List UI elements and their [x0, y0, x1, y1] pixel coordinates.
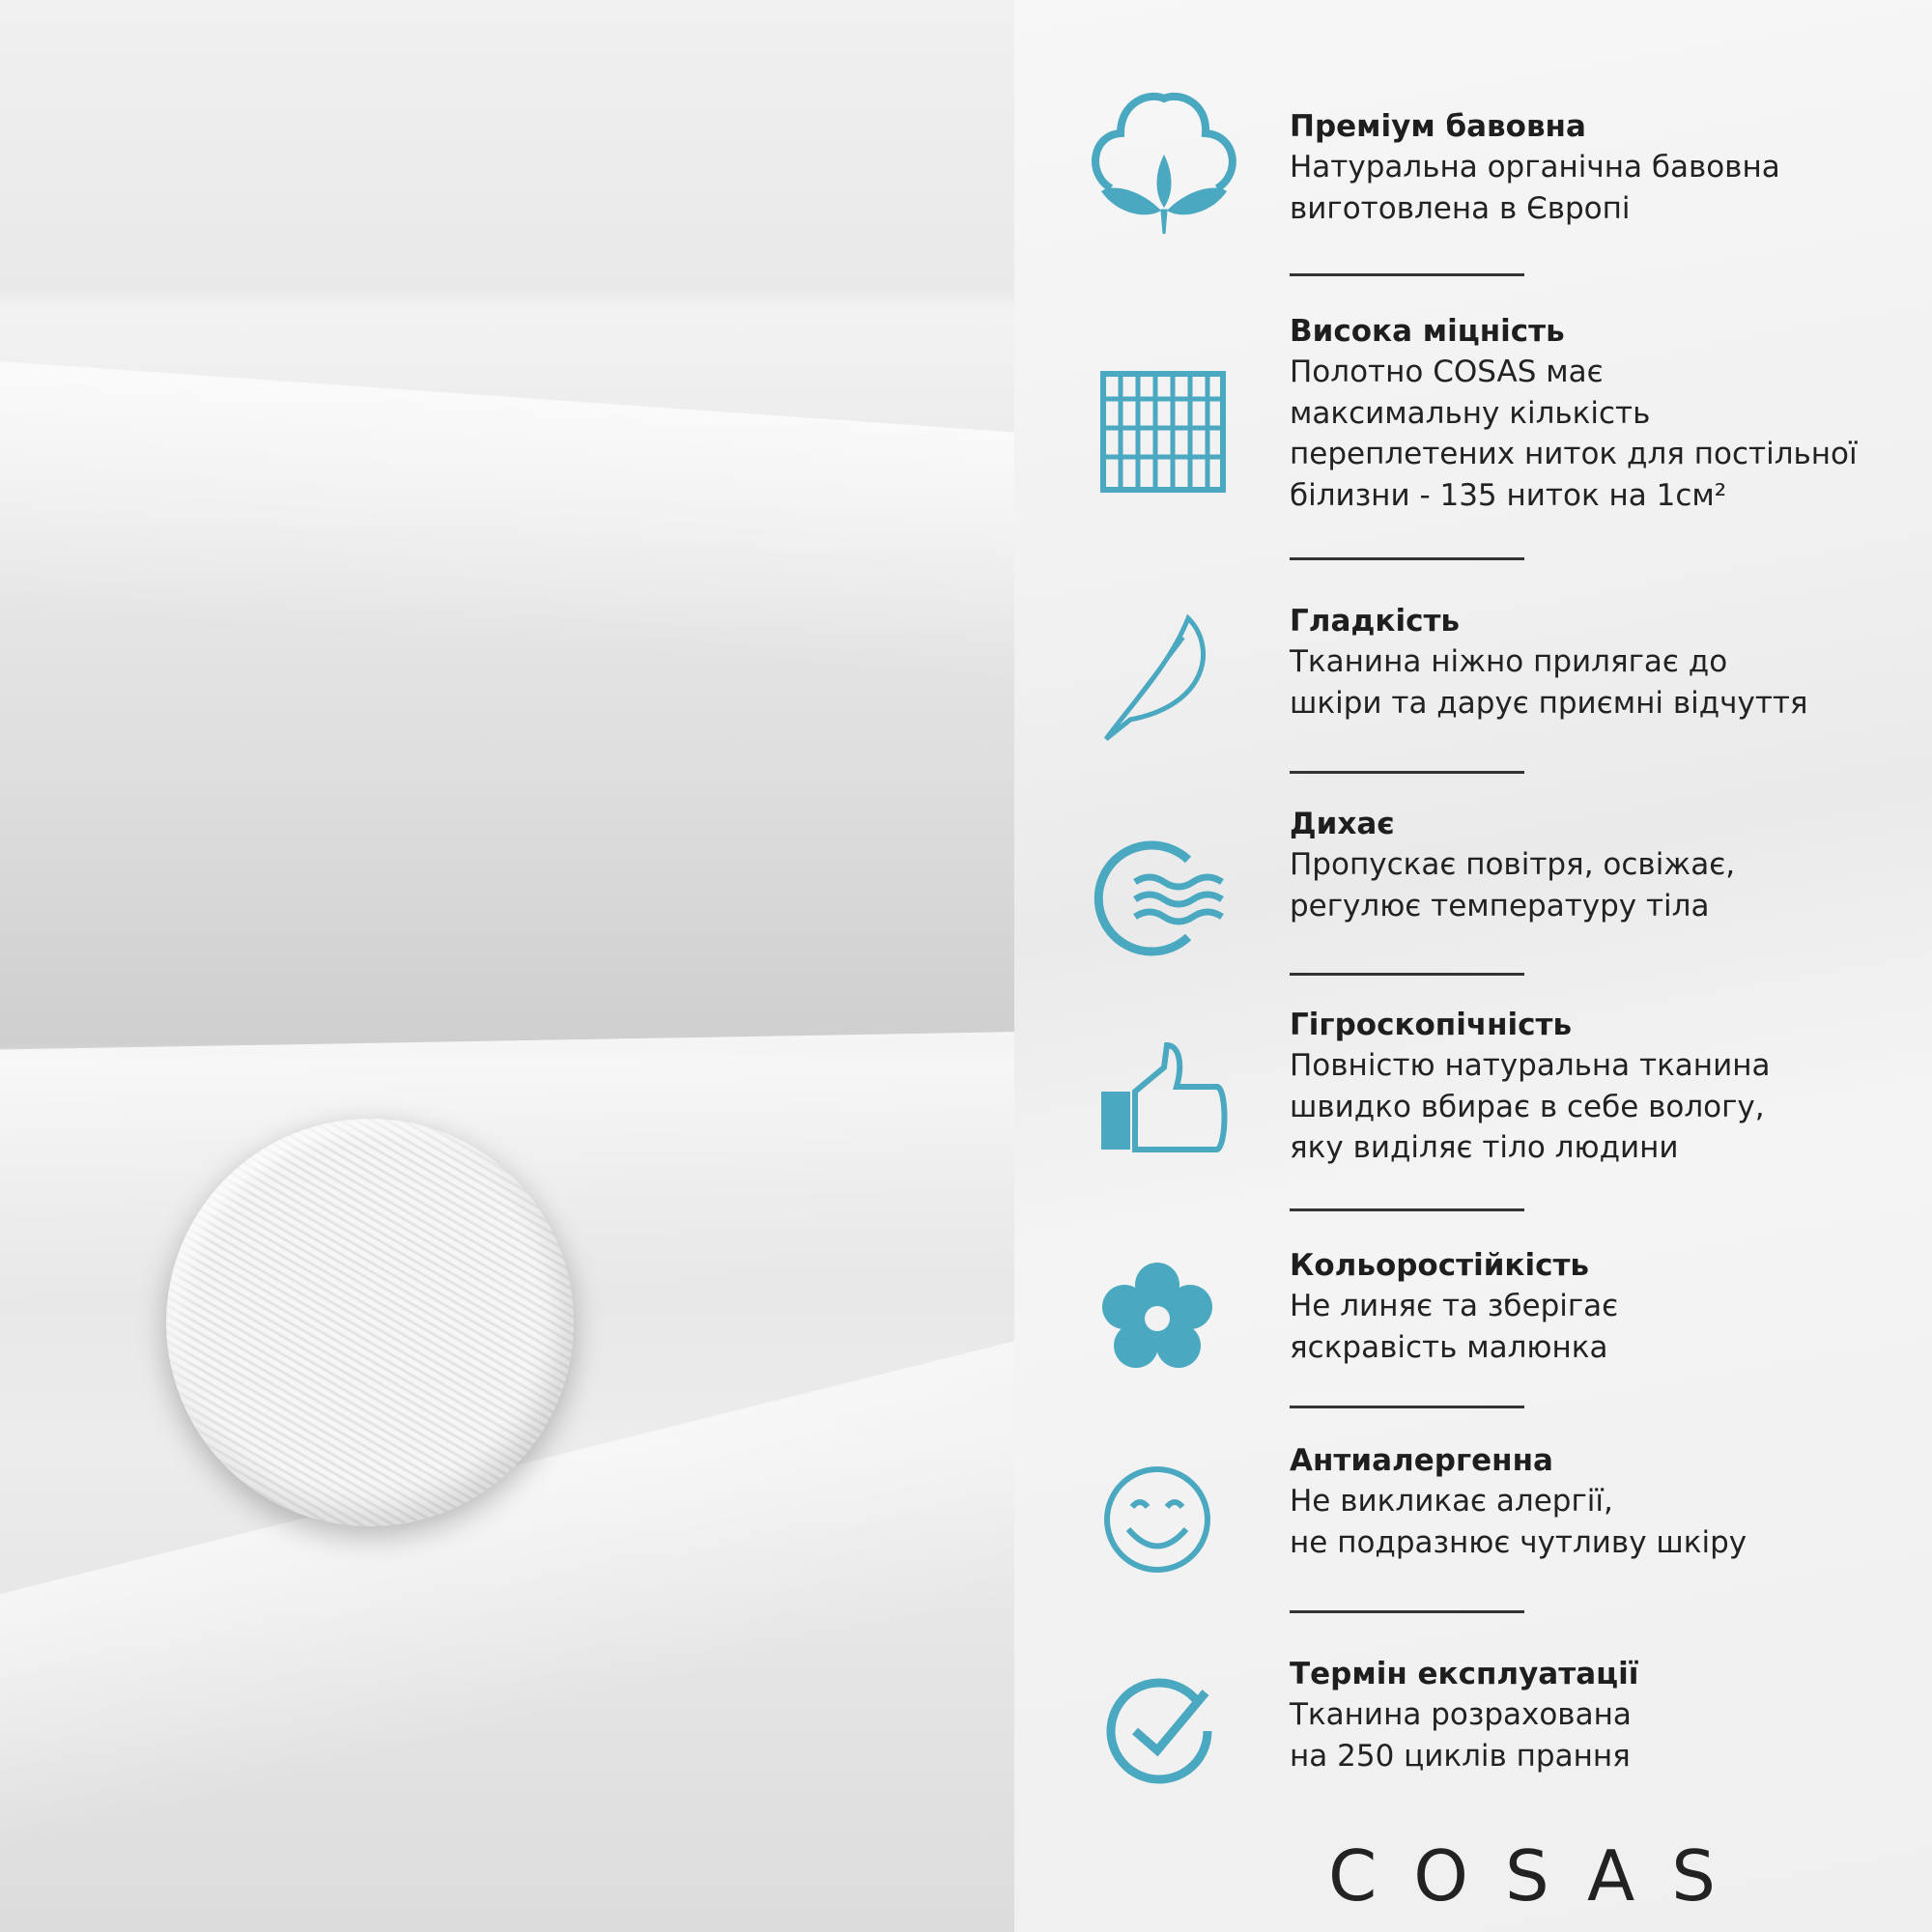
feature-text: Полотно COSAS має [1290, 355, 1604, 389]
feature-title: Антиалергенна [1290, 1443, 1553, 1478]
feature-title: Термін експлуатації [1290, 1657, 1639, 1691]
divider [1290, 1208, 1524, 1211]
divider [1290, 771, 1524, 774]
feature-title: Кольоростійкість [1290, 1248, 1590, 1283]
weave-icon [1082, 355, 1246, 510]
feature-text: білизни - 135 ниток на 1см² [1290, 477, 1727, 513]
divider [1290, 557, 1524, 560]
feature-text: Не линяє та зберігає [1290, 1289, 1619, 1323]
feature-colorfast [1290, 1245, 1908, 1368]
feature-service-life [1290, 1654, 1908, 1776]
divider [1290, 973, 1524, 976]
feature-hypoallergenic [1290, 1440, 1908, 1563]
feature-text: Тканина ніжно прилягає до [1290, 644, 1728, 679]
feature-text: Натуральна органічна бавовна [1290, 150, 1780, 185]
feature-text: шкіри та дарує приємні відчуття [1290, 685, 1808, 721]
feature-breathable [1290, 804, 1908, 926]
flower-icon [1082, 1241, 1246, 1396]
smile-icon [1082, 1444, 1246, 1599]
feature-text: Не викликає алергії, [1290, 1484, 1613, 1519]
feature-smoothness [1290, 601, 1908, 724]
feature-text: на 250 циклів прання [1290, 1738, 1631, 1774]
feature-text: максимальну кількість [1290, 395, 1651, 431]
fabric-texture-swatch [166, 1119, 574, 1526]
feature-text: швидко вбирає в себе вологу, [1290, 1089, 1765, 1124]
cotton-icon [1082, 87, 1246, 242]
feature-premium-cotton [1290, 106, 1908, 229]
feature-text: Повністю натуральна тканина [1290, 1048, 1771, 1083]
air-waves-icon [1082, 821, 1246, 976]
divider [1290, 1406, 1524, 1408]
fabric-fold [0, 348, 1014, 699]
feature-high-strength [1290, 311, 1908, 516]
feature-title: Висока міцність [1290, 314, 1565, 349]
feature-text: не подразнює чутливу шкіру [1290, 1524, 1747, 1560]
feature-title: Дихає [1290, 807, 1395, 841]
feature-title: Гладкість [1290, 604, 1461, 639]
feature-hygroscopic [1290, 1005, 1908, 1169]
feature-text: переплетених ниток для постільної [1290, 437, 1858, 471]
feature-text: яку виділяє тіло людини [1290, 1130, 1679, 1165]
feather-icon [1082, 599, 1246, 753]
feature-title: Гігроскопічність [1290, 1008, 1573, 1042]
feature-text: Пропускає повітря, освіжає, [1290, 847, 1736, 882]
divider [1290, 1610, 1524, 1613]
feature-title: Преміум бавовна [1290, 109, 1586, 144]
thumbs-up-icon [1082, 1024, 1246, 1179]
feature-text: виготовлена в Європі [1290, 190, 1631, 226]
cosas-logo: COSAS [1328, 1835, 1752, 1917]
feature-text: яскравість малюнка [1290, 1329, 1608, 1365]
feature-text: Тканина розрахована [1290, 1697, 1632, 1732]
divider [1290, 273, 1524, 276]
feature-text: регулює температуру тіла [1290, 888, 1710, 923]
clock-check-icon [1082, 1654, 1246, 1808]
